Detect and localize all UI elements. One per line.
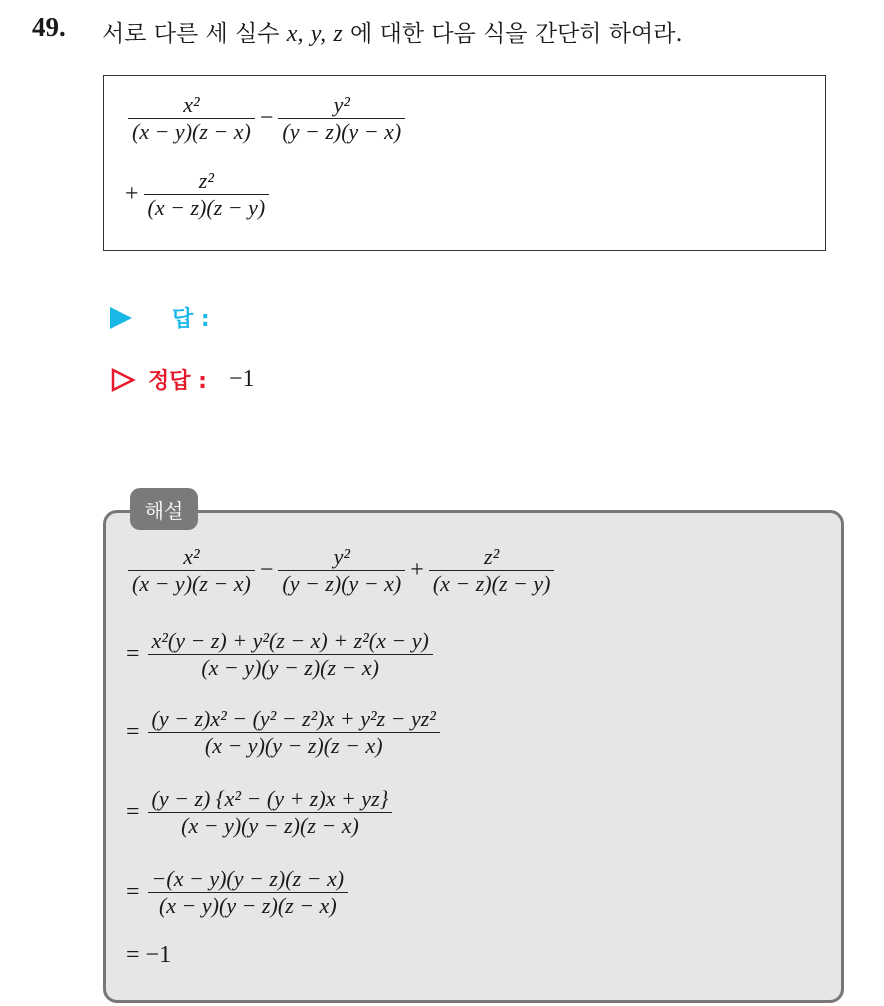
var-x: x: [286, 21, 298, 47]
fraction-denominator: (y − z)(y − x): [282, 119, 402, 144]
problem-line-2: [122, 168, 271, 221]
var-y: y: [310, 21, 321, 47]
solution-line-3: [126, 786, 394, 839]
operator: +: [125, 181, 139, 207]
fraction-denominator: (x − z)(z − y): [432, 571, 551, 596]
correct-answer-label: 정답 :: [148, 369, 207, 394]
correct-answer-line: [110, 364, 255, 395]
equals-sign: =: [126, 799, 140, 825]
solution-step-fraction: [148, 628, 433, 681]
fraction-numerator: x²: [183, 92, 200, 117]
equals-sign: =: [126, 879, 140, 905]
solution-fraction-2: [278, 544, 405, 597]
operator: +: [410, 557, 424, 583]
equals-sign: =: [126, 719, 140, 745]
fraction-denominator: (x − z)(z − y): [147, 195, 266, 220]
operator: −: [259, 105, 274, 131]
fraction-denominator: (x − y)(z − x): [132, 571, 251, 596]
fraction-denominator: (x − y)(y − z)(z − x): [204, 733, 383, 758]
problem-fraction-1: [128, 92, 255, 145]
solution-fraction-1: [128, 544, 255, 597]
solution-step-fraction: [148, 706, 440, 759]
solution-line-1: [126, 628, 435, 681]
fraction-numerator: (y − z) {x² − (y + z)x + yz}: [151, 786, 389, 811]
fraction-numerator: y²: [333, 92, 351, 117]
solution-line-0: [126, 544, 556, 597]
correct-answer-value: −1: [228, 366, 255, 392]
fraction-denominator: (x − y)(y − z)(z − x): [158, 893, 337, 918]
answer-line: [110, 302, 210, 333]
fraction-numerator: z²: [198, 168, 214, 193]
solution-line-4: [126, 866, 350, 919]
answer-label: 답 :: [172, 307, 210, 332]
outline-triangle-icon: [110, 367, 136, 393]
question-text-before: 서로 다른 세 실수: [102, 21, 280, 47]
fraction-denominator: (x − y)(z − x): [132, 119, 251, 144]
fraction-numerator: z²: [484, 544, 500, 569]
fraction-numerator: (y − z)x² − (y² − z²)x + y²z − yz²: [151, 706, 436, 731]
problem-fraction-2: [278, 92, 405, 145]
operator: −: [259, 557, 274, 583]
question-number: 49.: [32, 12, 66, 42]
fraction-numerator: x²: [183, 544, 200, 569]
fraction-numerator: −(x − y)(y − z)(z − x): [151, 866, 345, 891]
solution-step-fraction: [148, 786, 393, 839]
fraction-denominator: (x − y)(y − z)(z − x): [201, 655, 380, 680]
solution-line-2: [126, 706, 442, 759]
fraction-numerator: x²(y − z) + y²(z − x) + z²(x − y): [151, 628, 429, 653]
question-text: 서로 다른 세 실수 x, y, z 에 대한 다음 식을 간단히 하여라.: [102, 21, 683, 47]
fraction-denominator: (x − y)(y − z)(z − x): [181, 813, 359, 838]
equals-sign: =: [126, 641, 140, 667]
solution-line-5: = −1: [126, 942, 172, 968]
solution-fraction-3: [429, 544, 555, 597]
fraction-denominator: (y − z)(y − x): [282, 571, 402, 596]
var-z: z: [333, 21, 343, 47]
play-triangle-icon: [110, 307, 132, 329]
problem-line-1: [126, 92, 407, 145]
solution-tab: 해설: [130, 488, 198, 530]
fraction-numerator: y²: [333, 544, 351, 569]
problem-fraction-3: [144, 168, 270, 221]
question-text-after: 에 대한 다음 식을 간단히 하여라.: [350, 21, 683, 47]
solution-step-fraction: [148, 866, 349, 919]
